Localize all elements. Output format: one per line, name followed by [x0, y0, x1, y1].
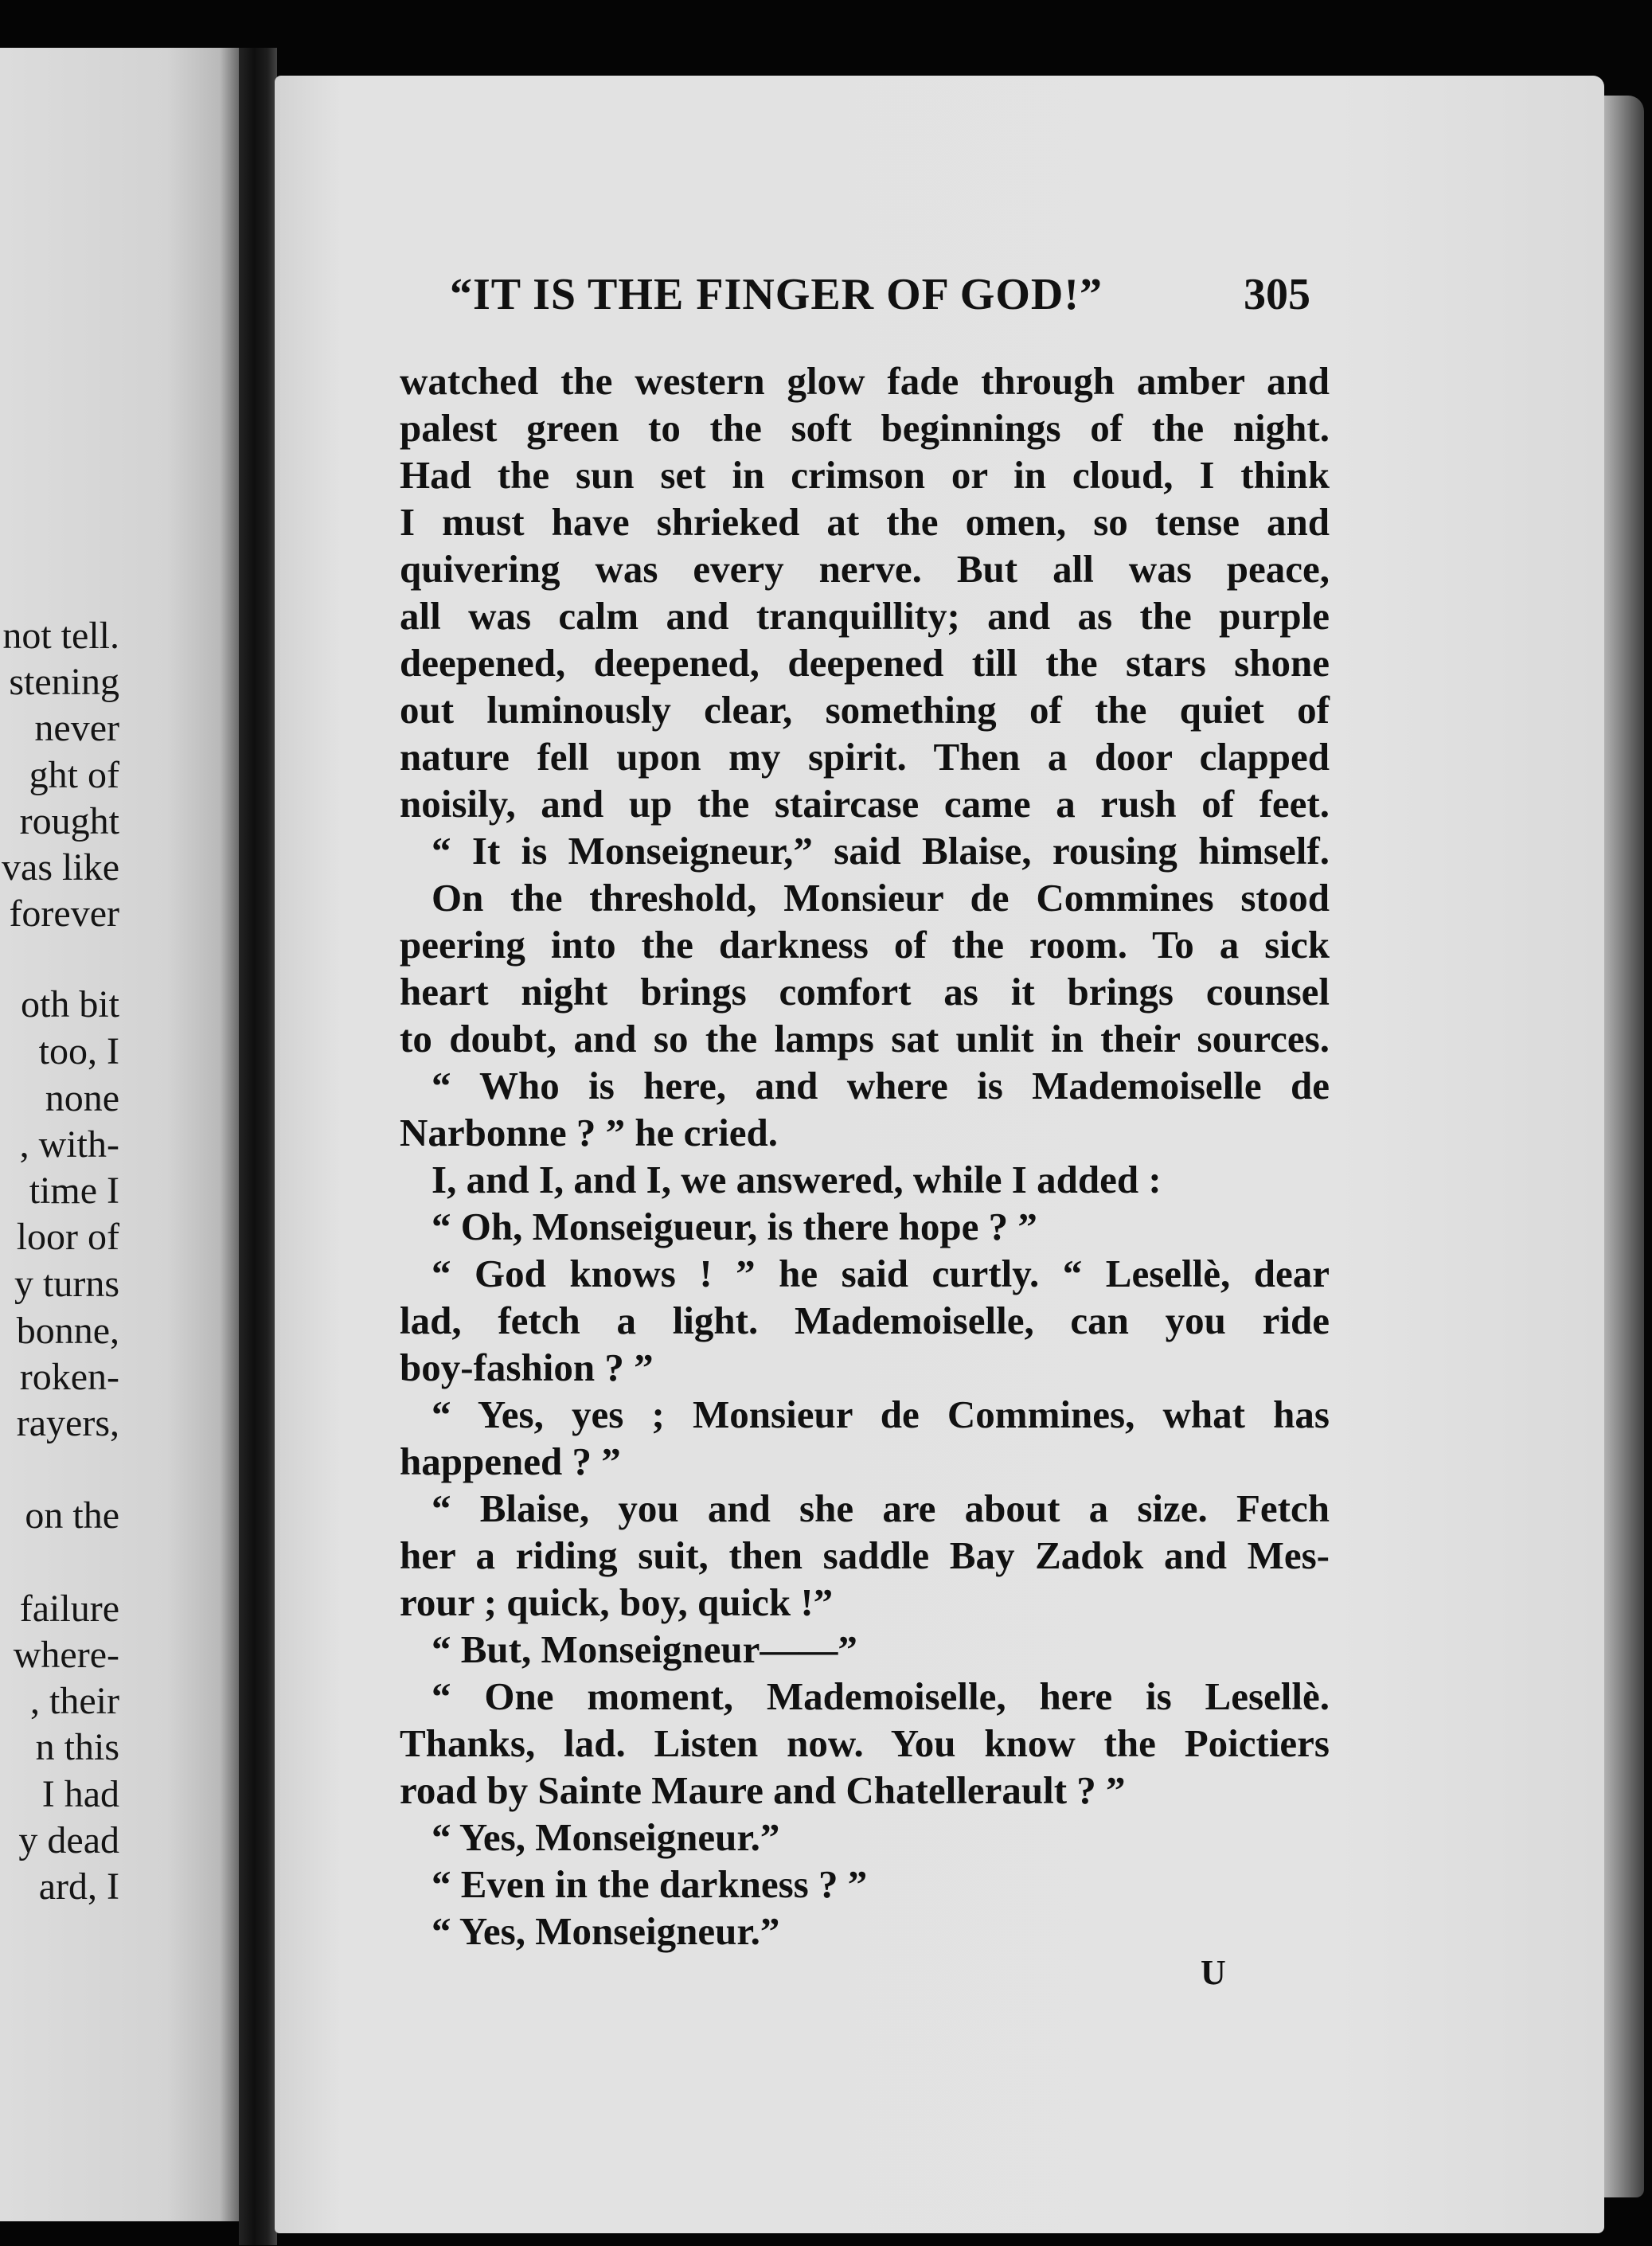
left-page-line: rayers,	[16, 1402, 119, 1444]
body-line: Had the sun set in crimson or in cloud, I think	[400, 453, 1330, 497]
body-line: peering into the darkness of the room. To a sick	[400, 923, 1330, 967]
body-line: I, and I, and I, we answered, while I added :	[432, 1158, 1162, 1201]
left-page-line: y turns	[14, 1263, 119, 1305]
left-page-line: ard, I	[38, 1865, 119, 1908]
body-line: “ Who is here, and where is Mademoiselle de	[432, 1064, 1330, 1107]
signature-mark: U	[1201, 1953, 1226, 1992]
body-line: “ It is Monseigneur,” said Blaise, rousing himself.	[432, 829, 1330, 873]
left-page-line: on the	[25, 1494, 119, 1537]
body-line: “ One moment, Mademoiselle, here is Lesellè.	[432, 1674, 1330, 1718]
left-page-line: , with-	[19, 1123, 119, 1166]
left-page-line: time I	[29, 1170, 119, 1212]
body-line: noisily, and up the staircase came a rush of feet.	[400, 782, 1330, 826]
left-page-line: not tell.	[2, 615, 119, 657]
left-page-line: loor of	[16, 1216, 119, 1258]
left-page-line: y dead	[18, 1819, 119, 1861]
body-line: “ But, Monseigneur——”	[432, 1627, 857, 1671]
left-page-line: ght of	[29, 754, 119, 796]
body-line: I must have shrieked at the omen, so tense and	[400, 500, 1330, 544]
body-line: lad, fetch a light. Mademoiselle, can you ride	[400, 1299, 1330, 1342]
body-line: “ Even in the darkness ? ”	[432, 1862, 868, 1906]
page-number: 305	[1244, 270, 1310, 319]
left-page-line: where-	[13, 1634, 119, 1676]
body-line: “ God knows ! ” he said curtly. “ Lesellè, dear	[432, 1252, 1330, 1295]
body-line: “ Yes, Monseigneur.”	[432, 1815, 780, 1859]
left-page-line: vas like	[2, 846, 119, 889]
left-page-line: rought	[19, 800, 119, 842]
left-page-line: stening	[9, 661, 119, 703]
body-line: heart night brings comfort as it brings counsel	[400, 970, 1330, 1014]
body-line: her a riding suit, then saddle Bay Zadok and Mes-	[400, 1533, 1330, 1577]
left-page-line: none	[45, 1077, 119, 1119]
book-gutter	[239, 48, 277, 2245]
left-page-line: roken-	[19, 1356, 119, 1398]
left-page-line: never	[34, 707, 119, 749]
body-line: “ Blaise, you and she are about a size. Fetch	[432, 1486, 1330, 1530]
left-page-line: failure	[19, 1588, 119, 1630]
body-line: watched the western glow fade through amber and	[400, 359, 1330, 403]
left-page	[0, 48, 239, 2221]
body-line: nature fell upon my spirit. Then a door clapped	[400, 735, 1330, 779]
body-line: to doubt, and so the lamps sat unlit in their sources.	[400, 1017, 1330, 1061]
left-page-line: , their	[30, 1680, 119, 1722]
body-line: “ Yes, Monseigneur.”	[432, 1909, 780, 1953]
body-line: road by Sainte Maure and Chatellerault ? ”	[400, 1768, 1126, 1812]
body-line: “ Oh, Monseigueur, is there hope ? ”	[432, 1205, 1037, 1248]
body-line: “ Yes, yes ; Monsieur de Commines, what has	[432, 1393, 1330, 1436]
left-page-line: forever	[9, 893, 119, 935]
left-page-line: I had	[41, 1773, 119, 1815]
left-page-line: oth bit	[20, 983, 119, 1025]
left-page-line: bonne,	[16, 1310, 119, 1352]
body-line: palest green to the soft beginnings of the night.	[400, 406, 1330, 450]
body-line: boy-fashion ? ”	[400, 1346, 654, 1389]
page-edge	[1600, 96, 1644, 2197]
left-page-line: too, I	[38, 1030, 119, 1072]
body-line: Thanks, lad. Listen now. You know the Poictiers	[400, 1721, 1330, 1765]
running-head: “IT IS THE FINGER OF GOD!”	[450, 270, 1103, 319]
body-line: happened ? ”	[400, 1439, 621, 1483]
body-line: Narbonne ? ” he cried.	[400, 1111, 778, 1154]
left-page-line: n this	[35, 1726, 119, 1768]
body-line: quivering was every nerve. But all was peace,	[400, 547, 1330, 591]
body-line: all was calm and tranquillity; and as the purple	[400, 594, 1330, 638]
body-line: On the threshold, Monsieur de Commines stood	[432, 876, 1330, 920]
body-line: deepened, deepened, deepened till the stars shone	[400, 641, 1330, 685]
body-line: out luminously clear, something of the quiet of	[400, 688, 1330, 732]
body-line: rour ; quick, boy, quick !”	[400, 1580, 834, 1624]
